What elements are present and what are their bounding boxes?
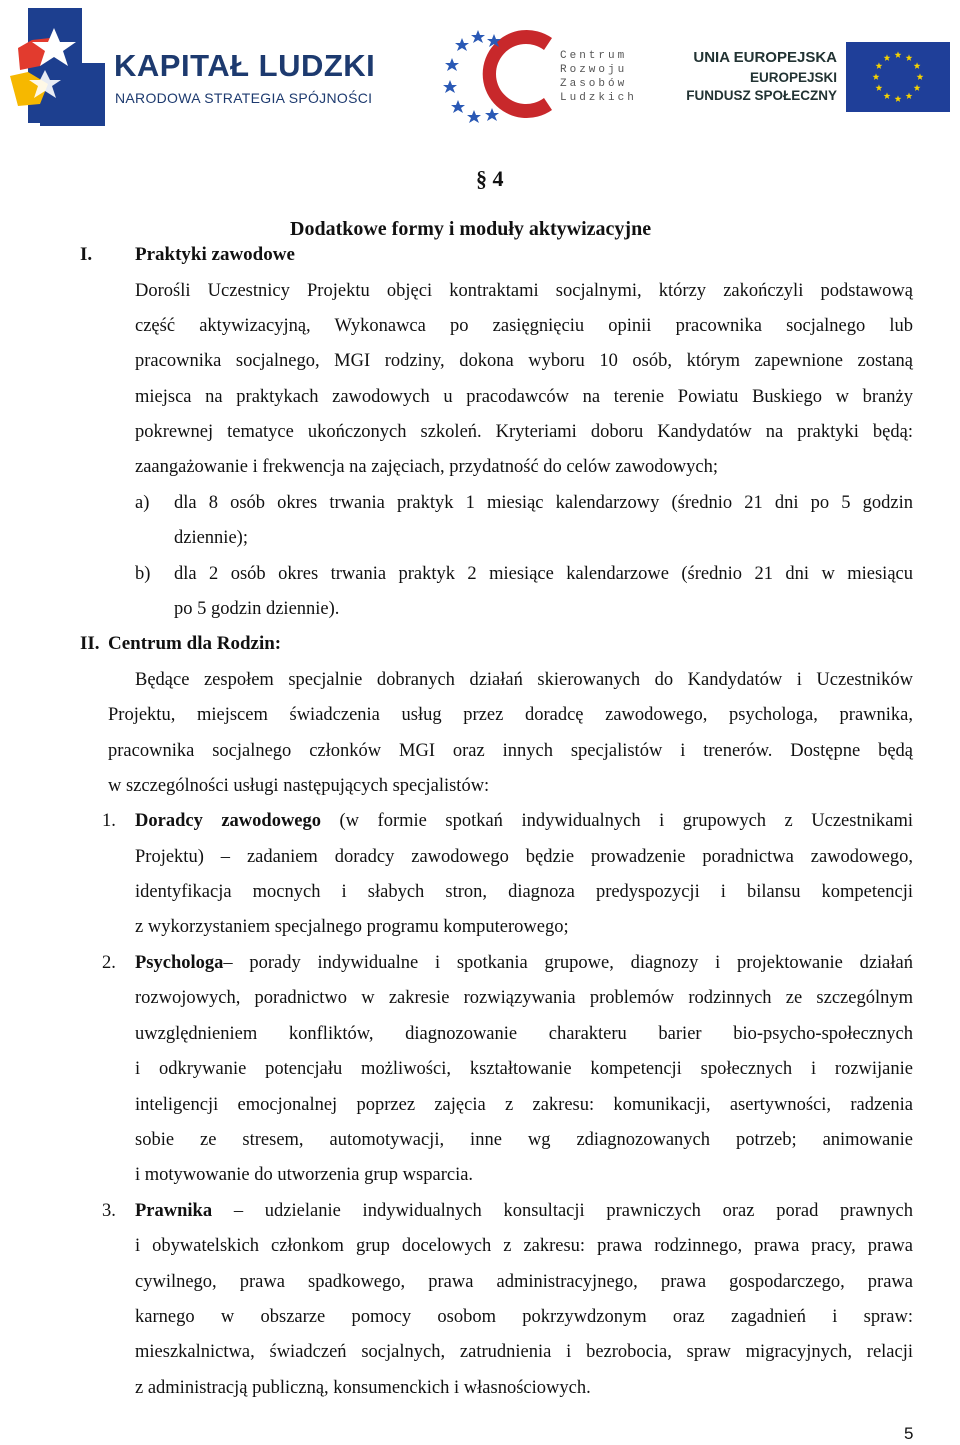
section-ii-title: Centrum dla Rodzin: [108, 633, 282, 654]
eu-logo [688, 40, 953, 120]
eu-line-1: UNIA EUROPEJSKA [693, 49, 837, 66]
section-i-line: Dorośli Uczestnicy Projektu objęci kontraktami socjalnymi, którzy zakończyli podstawową [135, 281, 913, 301]
item-1-line: z wykorzystaniem specjalnego programu komputerowego; [135, 917, 569, 937]
section-ii-line: pracownika socjalnego członków MGI oraz innych specjalistów i trenerów. Dostępne będą [108, 741, 913, 761]
item-a-line: dla 8 osób okres trwania praktyk 1 miesiąc kalendarzowy (średnio 21 dni po 5 godzin [174, 493, 913, 513]
item-3-line: i obywatelskich członkom grup docelowych z zakresu: prawa rodzinnego, prawa pracy, prawa [135, 1236, 913, 1256]
item-2-first-line [135, 951, 913, 975]
paragraph-sign: § 4 [476, 166, 504, 191]
eu-line-2: EUROPEJSKI [749, 70, 837, 85]
eu-flag-icon [846, 42, 950, 112]
item-b-line: po 5 godzin dziennie). [174, 599, 340, 619]
item-2-rest: – porady indywidualne i spotkania grupowe, diagnozy i projektowanie działań [223, 953, 913, 973]
section-ii-line: Projektu, miejscem świadczenia usług przez doradcę zawodowego, psychologa, prawnika, [108, 705, 913, 725]
kapital-ludzki-logo [10, 8, 390, 128]
kapital-ludzki-subtitle: NARODOWA STRATEGIA SPÓJNOŚCI [115, 90, 373, 106]
kapital-ludzki-emblem-icon [10, 8, 110, 128]
crzl-logo [440, 24, 640, 124]
item-2-line: i odkrywanie potencjału możliwości, kształtowanie kompetencji społecznych i rozwijanie [135, 1059, 913, 1079]
item-1-bold: Doradcy zawodowego [135, 811, 322, 831]
item-3-bold: Prawnika [135, 1201, 213, 1221]
item-2-line: i motywowanie do utworzenia grup wsparcia. [135, 1165, 474, 1185]
header-logos [0, 0, 960, 140]
item-number: 1. [102, 811, 116, 831]
item-2-line: inteligencji emocjonalnej poprzez zajęcia z zakresu: komunikacji, asertywności, radzenia [135, 1095, 913, 1115]
crzl-text-line: Rozwoju [560, 64, 628, 76]
item-1-first-line [135, 809, 913, 833]
item-a-line: dziennie); [174, 528, 248, 548]
section-title: Dodatkowe formy i moduły aktywizacyjne [290, 218, 652, 240]
section-ii-line: w szczególności usługi następujących specjalistów: [108, 776, 490, 796]
item-3-line: z administracją publiczną, konsumenckich i własnościowych. [135, 1378, 591, 1398]
item-1-rest: (w formie spotkań indywidualnych i grupowych z Uczestnikami [321, 811, 913, 831]
item-3-first-line [135, 1199, 913, 1223]
crzl-text-line: Ludzkich [560, 92, 637, 104]
crzl-text-line: Centrum [560, 50, 628, 62]
item-label: b) [135, 564, 151, 584]
item-label: a) [135, 493, 150, 513]
section-i-line: pokrewnej tematyce ukończonych szkoleń. Kryteriami doboru Kandydatów na praktyki będą: [135, 422, 913, 442]
section-ii-number: II. [80, 633, 100, 654]
item-3-line: mieszkalnictwa, świadczeń socjalnych, zatrudnienia i bezrobocia, spraw migracyjnych, relacji [135, 1342, 913, 1362]
item-number: 3. [102, 1201, 116, 1221]
crzl-text-line: Zasobów [560, 78, 628, 90]
page-number: 5 [904, 1424, 914, 1443]
item-1-line: Projektu) – zadaniem doradcy zawodowego będzie prowadzenie poradnictwa zawodowego, [135, 847, 913, 867]
item-2-line: sobie ze stresem, automotywacji, inne wg zdiagnozowanych potrzeb; animowanie [135, 1130, 913, 1150]
section-i-line: część aktywizacyjną, Wykonawca po zasięgnięciu opinii pracownika socjalnego lub [135, 316, 913, 336]
section-i-line: zaangażowanie i frekwencja na zajęciach, przydatność do celów zawodowych; [135, 457, 718, 477]
item-number: 2. [102, 953, 116, 973]
section-i-title: Praktyki zawodowe [135, 244, 295, 265]
section-ii-line: Będące zespołem specjalnie dobranych działań skierowanych do Kandydatów i Uczestników [135, 670, 913, 690]
section-i-line: pracownika socjalnego, MGI rodziny, dokona wyboru 10 osób, którym zapewnione zostaną [135, 351, 913, 371]
eu-line-3: FUNDUSZ SPOŁECZNY [686, 88, 837, 103]
item-2-line: uwzględnieniem konfliktów, diagnozowanie charakteru barier bio-psycho-społecznych [135, 1024, 913, 1044]
item-2-line: rozwojowych, poradnictwo w zakresie rozwiązywania problemów rodzinnych ze szczególnym [135, 988, 913, 1008]
crzl-emblem-icon [440, 24, 560, 124]
section-i-number: I. [80, 244, 93, 265]
item-3-line: cywilnego, prawa spadkowego, prawa administracyjnego, prawa gospodarczego, prawa [135, 1272, 913, 1292]
item-2-bold: Psychologa [135, 953, 224, 973]
section-i-line: miejsca na praktykach zawodowych u pracodawców na terenie Powiatu Buskiego w branży [135, 387, 913, 407]
item-1-line: identyfikacja mocnych i słabych stron, diagnoza predyspozycji i bilansu kompetencji [135, 882, 913, 902]
item-3-rest: – udzielanie indywidualnych konsultacji prawniczych oraz porad prawnych [212, 1201, 913, 1221]
kapital-ludzki-title: KAPITAŁ LUDZKI [114, 48, 376, 83]
item-3-line: karnego w obszarze pomocy osobom pokrzywdzonym oraz zagadnień i spraw: [135, 1307, 913, 1327]
item-b-line: dla 2 osób okres trwania praktyk 2 miesiące kalendarzowe (średnio 21 dni w miesiącu [174, 564, 913, 584]
